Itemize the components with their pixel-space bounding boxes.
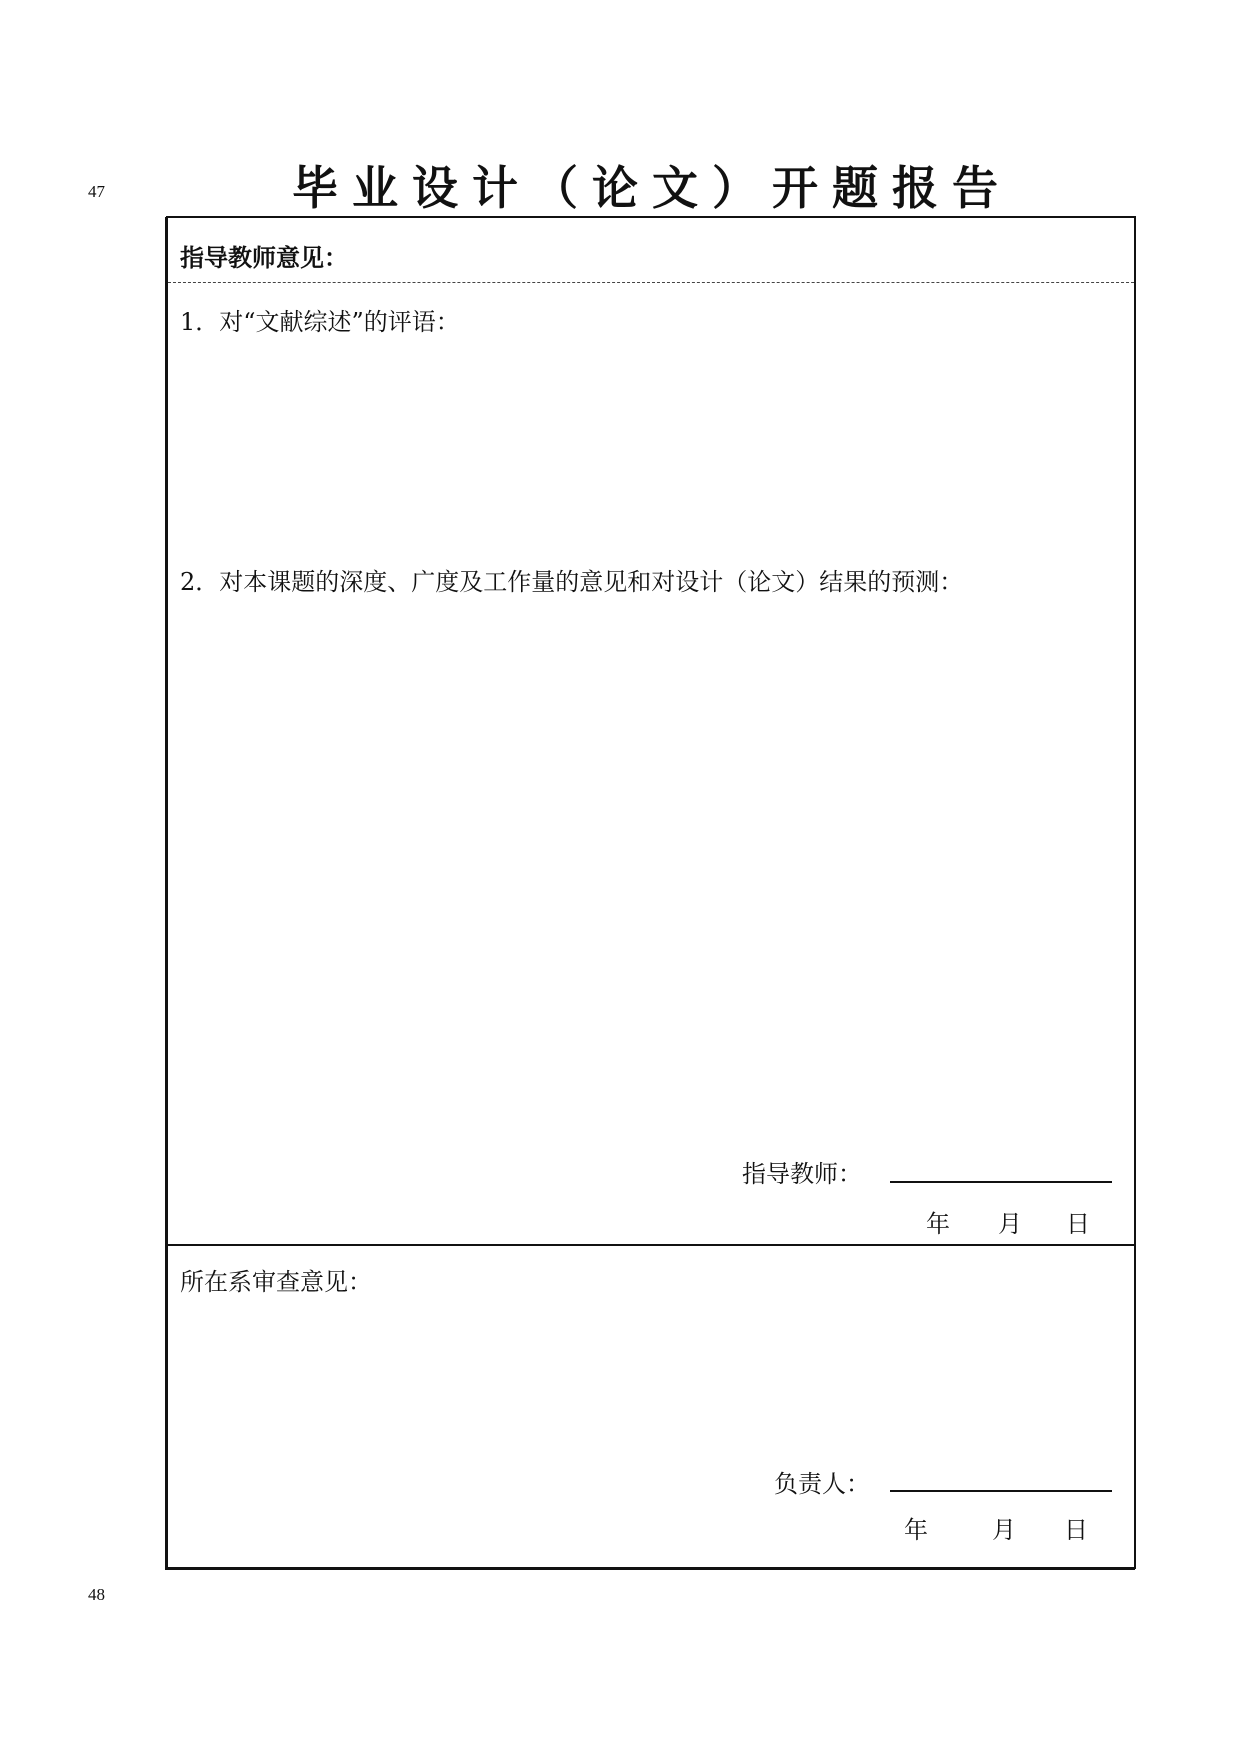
advisor-date-month: 月: [998, 1210, 1022, 1238]
department-date-row: [904, 1510, 1088, 1545]
department-signature-label: 负责人：: [774, 1470, 870, 1498]
literature-review-comment-label: 1．对“文献综述”的评语：: [180, 308, 460, 336]
advisor-opinion-header: [168, 218, 1134, 283]
advisor-opinion-label: 指导教师意见：: [180, 244, 348, 272]
advisor-date-row: [926, 1204, 1090, 1239]
department-review-label: 所在系审查意见：: [180, 1268, 372, 1296]
page-title: 毕业设计（论文）开题报告: [292, 161, 1012, 215]
department-date-year: 年: [904, 1516, 928, 1544]
department-date-month: 月: [992, 1516, 1016, 1544]
advisor-signature-line[interactable]: [890, 1181, 1112, 1183]
report-form: [166, 216, 1136, 1569]
page-number-bottom: 48: [88, 1585, 105, 1604]
advisor-date-year: 年: [926, 1210, 950, 1238]
section-divider: [168, 1244, 1134, 1246]
advisor-signature-label: 指导教师：: [742, 1160, 862, 1188]
advisor-date-day: 日: [1066, 1210, 1090, 1238]
topic-evaluation-label: 2．对本课题的深度、广度及工作量的意见和对设计（论文）结果的预测：: [180, 568, 964, 596]
department-signature-line[interactable]: [890, 1490, 1112, 1492]
page-number-top: 47: [88, 182, 105, 201]
department-date-day: 日: [1064, 1516, 1088, 1544]
